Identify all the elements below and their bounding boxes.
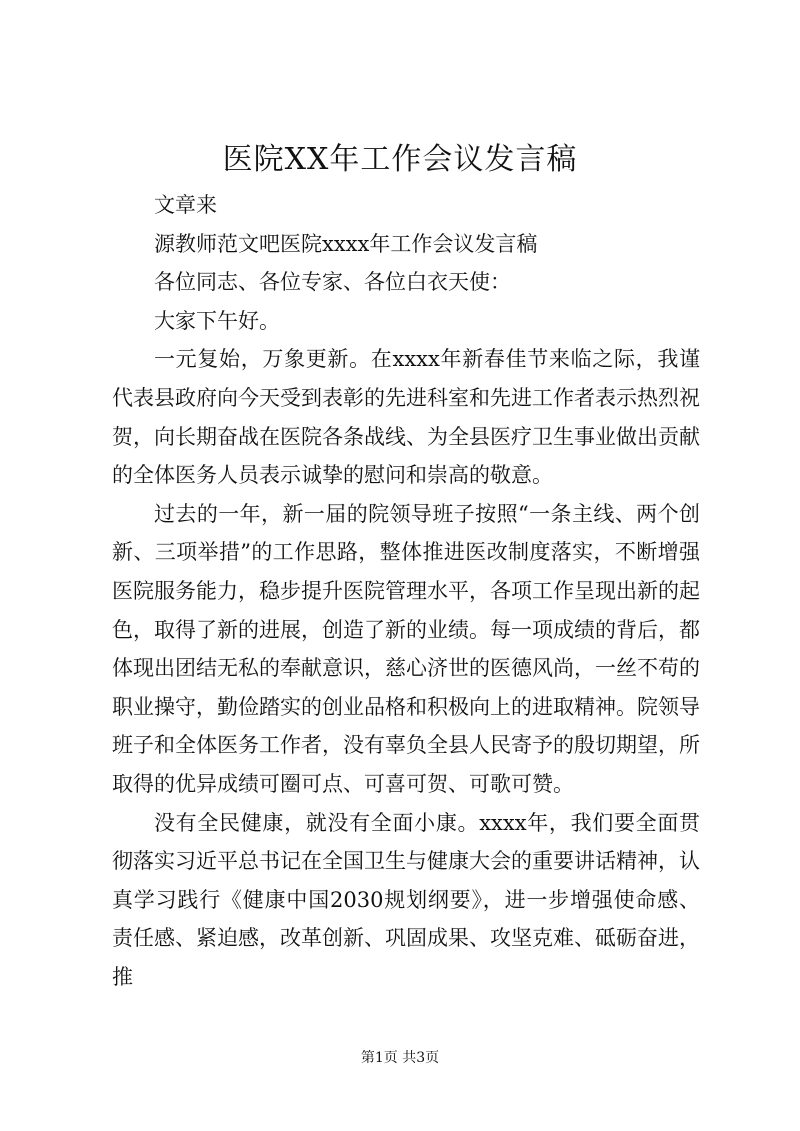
paragraph: 没有全民健康，就没有全面小康。xxxx年，我们要全面贯彻落实习近平总书记在全国卫生与健康大会的重要讲话精神，认真学习践行《健康中国2030规划纲要》，进一步增强使命感、责任感、紧迫感，改革创新、巩固成果、攻坚克难、砥砺奋进，推 (112, 810, 700, 989)
paragraph: 大家下午好。 (154, 308, 280, 333)
paragraph: 文章来 (154, 193, 217, 217)
document-title: 医院XX年工作会议发言稿 (222, 142, 578, 177)
paragraph: 源教师范文吧医院xxxx年工作会议发言稿 (154, 231, 538, 256)
paragraph: 各位同志、各位专家、各位白衣天使： (154, 270, 511, 295)
document-body (112, 186, 700, 996)
page-number-footer: 第1页 共3页 (360, 1050, 440, 1066)
paragraph: 一元复始，万象更新。在xxxx年新春佳节来临之际，我谨代表县政府向今天受到表彰的先进科室和先进工作者表示热烈祝贺，向长期奋战在医院各条战线、为全县医疗卫生事业做出贡献的全体医务人员表示诚挚的慰问和崇高的敬意。 (112, 347, 700, 488)
paragraph: 过去的一年，新一届的院领导班子按照“一条主线、两个创新、三项举措”的工作思路，整体推进医改制度落实，不断增强医院服务能力，稳步提升医院管理水平，各项工作呈现出新的起色，取得了新的进展，创造了新的业绩。每一项成绩的背后，都体现出团结无私的奉献意识，慈心济世的医德风尚，一丝不苟的职业操守，勤俭踏实的创业品格和积极向上的进取精神。院领导班子和全体医务工作者，没有辜负全县人民寄予的殷切期望，所取得的优异成绩可圈可点、可喜可贺、可歌可赞。 (112, 501, 700, 796)
